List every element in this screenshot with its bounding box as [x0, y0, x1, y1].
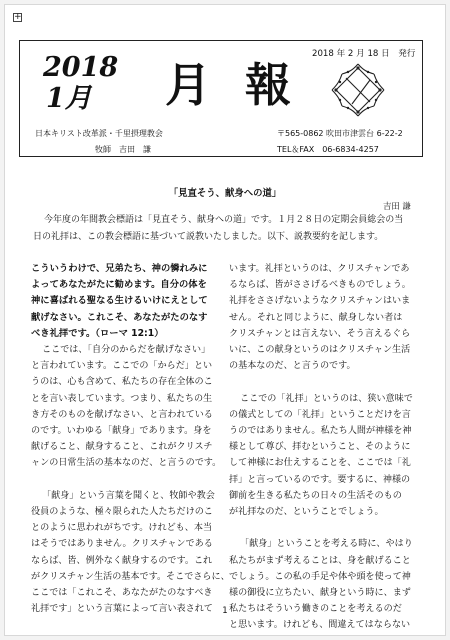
intro-line: 今年度の年間教会標語は「見直そう、献身への道」です。１月２８日の定期会員総会の当 [44, 215, 404, 225]
body-line: が礼拝なのだ、ということでしょう。 [229, 507, 384, 518]
issue-date: 2018 年 2 月 18 日 発行 [312, 49, 416, 59]
issue-year: 2018 [43, 52, 119, 83]
paragraph-gap [229, 374, 421, 390]
sermon-author: 吉田 謙 [383, 201, 411, 211]
body-line: 私たちがまず考えることは、身を献げること [229, 555, 411, 566]
scripture-quote-line: 献げなさい。これこそ、あなたがたのなす [31, 311, 208, 323]
scripture-quote-line: よってあなたがたに勧めます。自分の体を [31, 279, 207, 291]
body-line: と思います。けれども、間違えてはならない [229, 620, 411, 631]
sermon-title: 「見直そう、献身への道」 [168, 188, 282, 199]
body-line: き方そのものを献げなさい、と言われている [31, 409, 213, 420]
body-line: 拝」と言っているのです。要するに、神様の [229, 474, 411, 485]
right-column [229, 261, 421, 634]
body-line: ここでの「礼拝」というのは、狭い意味で [240, 393, 413, 404]
issue-month: 1月 [46, 83, 92, 114]
body-line: いに、この献身というのはクリスチャン生活 [229, 345, 411, 356]
table-move-handle[interactable]: + [14, 12, 22, 22]
church-phone: TEL＆FAX 06-6834-4257 [277, 145, 379, 154]
page-number: 1 [222, 606, 228, 616]
body-line: ャンの日常生活の基本なのだ、と言うのです。 [31, 458, 222, 469]
intro-line: 日の礼拝は、この教会標語に基づいて説教いたしました。以下、説教要約を記します。 [33, 231, 384, 242]
body-line: るならば、皆がささげるべきものでしょう。 [229, 280, 411, 291]
body-line: 様として尊び、拝むということ、そのように [229, 442, 411, 453]
body-line: して神様にお仕えすることを、ここでは「礼 [229, 458, 411, 469]
masthead-char-tsuki: 月 [165, 58, 245, 112]
body-line: せん。それと同じように、献身しない者は [229, 312, 403, 323]
body-line: はそうではありません。クリスチャンである [31, 539, 213, 550]
body-line: の儀式としての「礼拝」ということだけを言 [229, 409, 411, 420]
body-line: 御前を生きる私たちの日々の生活そのもの [229, 490, 402, 501]
body-line: でしょう。この私の手足や体や頭を使って神 [229, 571, 411, 582]
body-line: 様の御役に立ちたい、献身という時に、まず [229, 588, 411, 599]
body-line: がクリスチャン生活の基本です。そこでさらに、 [31, 571, 230, 582]
masthead-title [165, 58, 325, 112]
body-line: 礼拝です」という言葉によって言い表されて [31, 604, 213, 615]
body-line: とを言い表しています。つまり、私たちの生 [31, 393, 213, 404]
church-name: 日本キリスト改革派・千里摂理教会 [35, 129, 163, 138]
body-line: と言われています。ここでの「からだ」とい [31, 361, 213, 372]
body-line: 献げること、献身すること、これがクリスチ [31, 442, 213, 453]
body-line: クリスチャンとは言えない、そう言えるぐら [229, 328, 411, 339]
body-line: 「献身」ということを考える時に、やはり [240, 539, 413, 550]
cross-wreath-icon [330, 62, 386, 118]
left-column [31, 261, 230, 617]
scripture-quote-line: べき礼拝です。（ローマ 12:1） [31, 327, 164, 339]
body-line: ここでは「これこそ、あなたがたのなすべき [31, 588, 213, 599]
paragraph-gap [31, 472, 223, 488]
body-line: とのように思われがちです。けれども、本当 [31, 523, 213, 534]
body-line: ならば、皆、例外なく献身するのです。これ [31, 555, 213, 566]
body-line: 「献身」という言葉を聞くと、牧師や教会 [42, 490, 215, 501]
body-line: うのではありません。私たち人間が神様を神 [229, 426, 412, 437]
body-line: います。礼拝というのは、クリスチャンであ [229, 264, 410, 274]
masthead-char-hou: 報 [245, 58, 325, 112]
body-line: の基本なのだ、と言うのです。 [229, 361, 356, 372]
body-line: うのは、心も含めて、私たちの存在全体のこ [31, 377, 213, 388]
body-line: のです。いわゆる「献身」であります。身を [31, 426, 212, 437]
body-line: ここでは、「自分のからだを献げなさい」 [42, 345, 211, 356]
scripture-quote-line: こういうわけで、兄弟たち、神の憐れみに [31, 263, 208, 274]
intro-paragraph [33, 212, 425, 245]
scripture-quote-line: 神に喜ばれる聖なる生けるいけにえとして [31, 295, 208, 307]
body-line: 役員のような、極々限られた人たちだけのこ [31, 507, 213, 518]
pastor-name: 牧師 吉田 謙 [95, 145, 151, 154]
church-address: 〒565-0862 吹田市津雲台 6-22-2 [277, 129, 403, 138]
paragraph-gap [229, 520, 421, 536]
body-line: 私たちはそういう働きのことを考えるのだ [229, 604, 402, 615]
body-line: 礼拝をささげないようなクリスチャンはいま [229, 296, 411, 307]
